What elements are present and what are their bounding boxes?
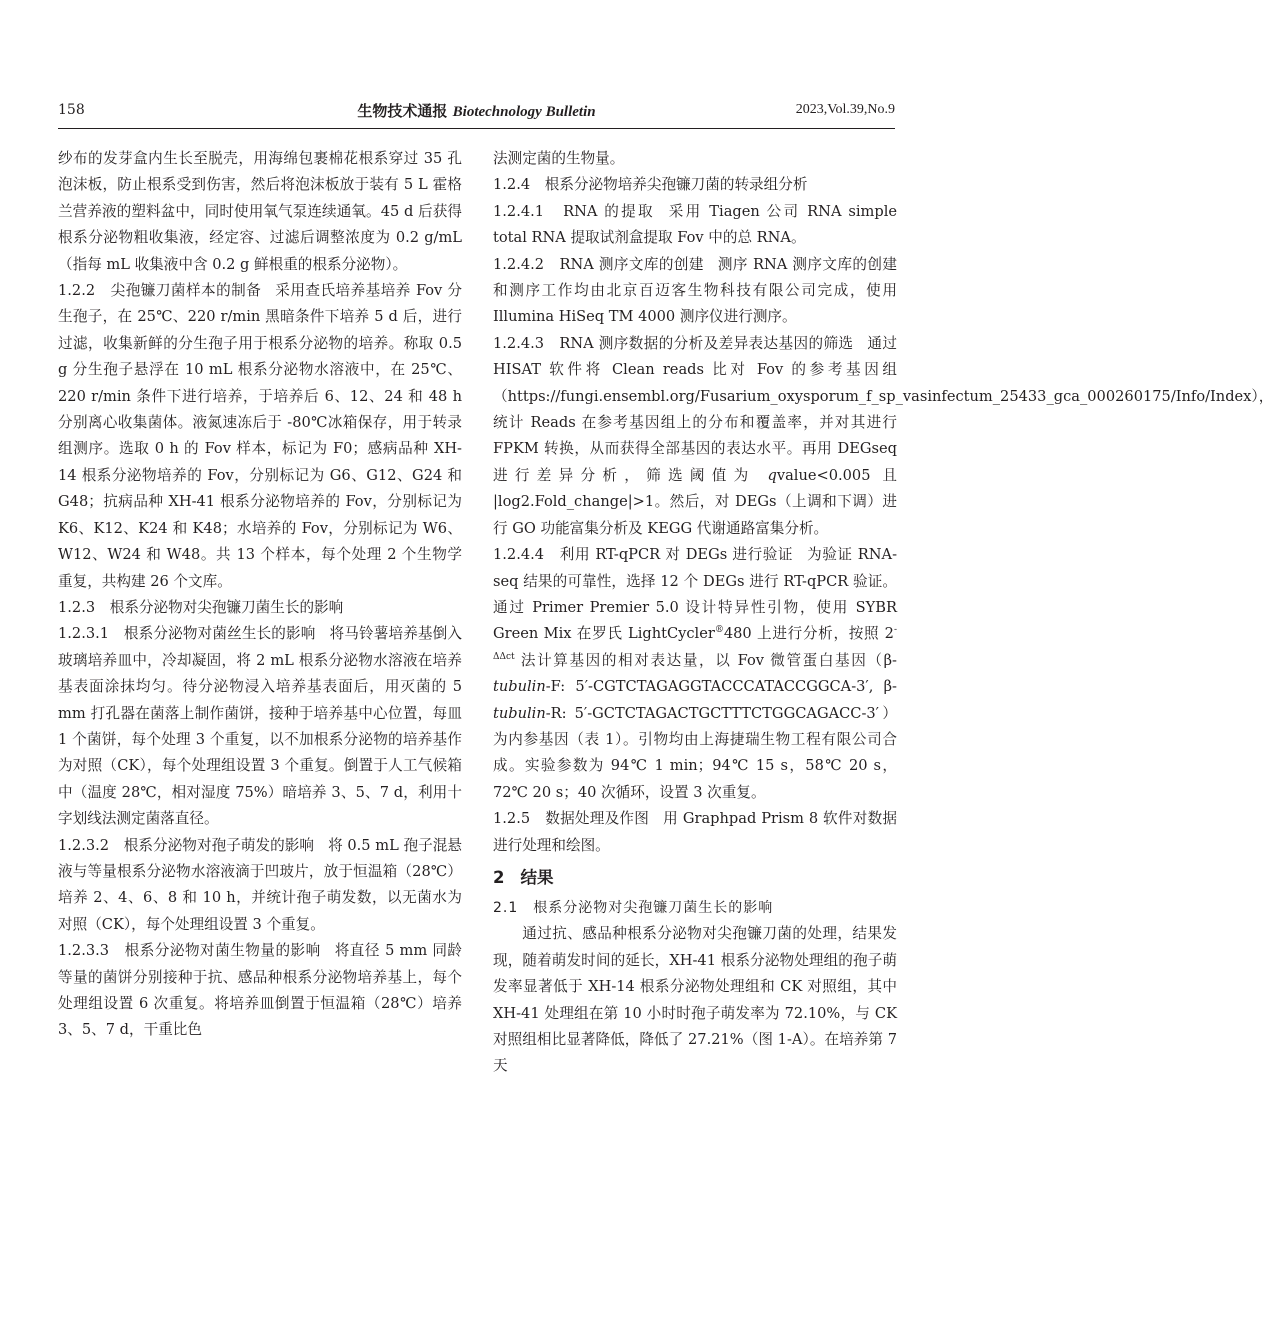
section-2-title: 结果: [520, 867, 554, 887]
qvalue-q: q: [767, 466, 777, 484]
section-1-2-4-3-text-a: 通过 HISAT 软件将 Clean reads 比对 Fov 的参考基因组（https://fungi.ensembl.org/Fusarium_oxysporum_f_sp_vasinfectum_25433_gca_000260175/Info/Index），统计 Reads 在参考基因组上的分布和覆盖率，并对其进行 FPKM 转换，从而获得全部基因的表达水平。再用 DEGseq 进行差异分析，筛选阈值为: [493, 334, 1273, 484]
section-1-2-3-1-heading: 1.2.3.1 根系分泌物对菌丝生长的影响: [58, 625, 316, 643]
paragraph-results-spore-germination: 通过抗、感品种根系分泌物对尖孢镰刀菌的处理，结果发现，随着萌发时间的延长，XH-41 根系分泌物处理组的孢子萌发率显著低于 XH-14 根系分泌物处理组和 CK 对照组，其中 XH-41 处理组在第 10 小时时孢子萌发率为 72.10%，与 CK 对照组相比显著降低，降低了 27.21%（图 1-A）。在培养第 7 天: [493, 925, 897, 1075]
section-1-2-3-3-text: 将直径 5 mm 同龄等量的菌饼分别接种于抗、感品种根系分泌物培养基上，每个处理组设置 6 次重复。将培养皿倒置于恒温箱（28℃）培养 3、5、7 d，干重比色: [58, 942, 462, 1039]
page-header: [58, 98, 895, 122]
section-1-2-4-4-text-c: 法计算基因的相对表达量，以 Fov 微管蛋白基因（β-: [514, 651, 897, 669]
section-1-2-3-1-text: 将马铃薯培养基倒入玻璃培养皿中，冷却凝固，将 2 mL 根系分泌物水溶液在培养基表面涂抹均匀。待分泌物浸入培养基表面后，用灭菌的 5 mm 打孔器在菌落上制作菌饼，接种于培养基中心位置，每皿 1 个菌饼，每个处理 3 个重复，以不加根系分泌物的培养基作为对照（CK），每个处理组设置 3 个重复。倒置于人工气候箱中（温度 28℃，相对湿度 75%）暗培养 3、5、7 d，利用十字划线法测定菌落直径。: [58, 625, 462, 828]
section-1-2-3-1: [58, 621, 462, 832]
section-1-2-4-4-heading: 1.2.4.4 利用 RT-qPCR 对 DEGs 进行验证: [493, 546, 794, 564]
section-1-2-4-2: [493, 252, 897, 331]
section-1-2-4-1-text: 采用 Tiagen 公司 RNA simple total RNA 提取试剂盒提取 Fov 中的总 RNA。: [493, 202, 897, 247]
section-1-2-4-4-text-d: -F: 5′-CGTCTAGAGGTACCCATACCGGCA-3′, β-: [545, 678, 897, 696]
page-number: 158: [58, 102, 85, 118]
section-1-2-4-2-text: 测序 RNA 测序文库的创建和测序工作均由北京百迈客生物科技有限公司完成，使用 Illumina HiSeq TM 4000 测序仪进行测序。: [493, 255, 898, 326]
section-1-2-2: [58, 278, 462, 595]
section-1-2-4-heading: 1.2.4 根系分泌物培养尖孢镰刀菌的转录组分析: [493, 176, 808, 194]
section-1-2-3-3-heading: 1.2.3.3 根系分泌物对菌生物量的影响: [58, 942, 321, 960]
section-1-2-4-4-text-a: 为验证 RNA-seq 结果的可靠性，选择 12 个 DEGs 进行 RT-qPCR 验证。通过 Primer Premier 5.0 设计特异性引物，使用 SYBR Green Mix 在罗氏 LightCycler: [493, 546, 897, 643]
section-1-2-3-heading: 1.2.3 根系分泌物对尖孢镰刀菌生长的影响: [58, 598, 344, 616]
registered-mark: ®: [714, 625, 724, 636]
section-1-2-3-2-heading: 1.2.3.2 根系分泌物对孢子萌发的影响: [58, 836, 315, 854]
section-2-number: 2: [493, 867, 505, 887]
gene-name-tubulin-r: tubulin: [493, 704, 546, 722]
journal-title-en: Biotechnology Bulletin: [452, 104, 596, 120]
section-1-2-4-1-heading: 1.2.4.1 RNA 的提取: [493, 202, 655, 220]
journal-title-cn: 生物技术通报: [357, 102, 448, 120]
section-1-2-3-2: [58, 833, 462, 939]
section-1-2-4-4-text-e: -R: 5′-GCTCTAGACTGCTTTCTGGCAGACC-3′）为内参基因（表 1）。引物均由上海捷瑞生物工程有限公司合成。实验参数为 94℃ 1 min；94℃ 15 s，58℃ 20 s，72℃ 20 s；40 次循环，设置 3 次重复。: [493, 704, 897, 801]
delta-delta-ct-exponent: -ΔΔct: [493, 625, 897, 662]
section-1-2-4-4: [493, 542, 897, 806]
section-1-2-5-heading: 1.2.5 数据处理及作图: [493, 810, 650, 828]
section-1-2-3-3: [58, 938, 462, 1044]
left-column: [58, 146, 462, 1044]
issue-info: 2023,Vol.39,No.9: [795, 102, 895, 117]
section-1-2-4-3-heading: 1.2.4.3 RNA 测序数据的分析及差异表达基因的筛选: [493, 334, 854, 352]
section-2-heading: [493, 861, 897, 895]
journal-title: [58, 100, 895, 121]
gene-name-tubulin-f: tubulin: [493, 678, 546, 696]
section-1-2-4-4-text-b: 480 上进行分析，按照 2: [723, 625, 894, 643]
section-1-2-5: [493, 806, 897, 859]
section-2-1-heading: 2.1 根系分泌物对尖孢镰刀菌生长的影响: [493, 899, 774, 916]
section-1-2-5-text: 用 Graphpad Prism 8 软件对数据进行处理和绘图。: [493, 810, 898, 854]
section-1-2-4-1: [493, 199, 897, 252]
paragraph-continuation: 法测定菌的生物量。: [493, 150, 625, 167]
section-1-2-3-2-text: 将 0.5 mL 孢子混悬液与等量根系分泌物水溶液滴于凹玻片，放于恒温箱（28℃）培养 2、4、6、8 和 10 h，并统计孢子萌发数，以无菌水为对照（CK），每个处理组设置 3 个重复。: [58, 836, 463, 933]
section-1-2-4-3: [493, 331, 1273, 542]
right-column: [493, 146, 1273, 1080]
header-rule: [58, 128, 895, 129]
section-1-2-4-2-heading: 1.2.4.2 RNA 测序文库的创建: [493, 255, 704, 273]
section-1-2-4-3-text-b: value<0.005 且 |log2.Fold_change|>1。然后，对 DEGs（上调和下调）进行 GO 功能富集分析及 KEGG 代谢通路富集分析。: [493, 466, 898, 537]
paragraph-root-exudate-collection: 纱布的发芽盒内生长至脱壳，用海绵包裹棉花根系穿过 35 孔泡沫板，防止根系受到伤害，然后将泡沫板放于装有 5 L 霍格兰营养液的塑料盆中，同时使用氧气泵连续通氧。45 d 后获得根系分泌物粗收集液，经定容、过滤后调整浓度为 0.2 g/mL（指每 mL 收集液中含 0.2 g 鲜根重的根系分泌物）。: [58, 150, 462, 273]
section-1-2-2-text: 采用查氏培养基培养 Fov 分生孢子，在 25℃、220 r/min 黑暗条件下培养 5 d 后，进行过滤，收集新鲜的分生孢子用于根系分泌物的培养。称取 0.5 g 分生孢子悬浮在 10 mL 根系分泌物水溶液中，在 25℃、220 r/min 条件下进行培养，于培养后 6、12、24 和 48 h 分别离心收集菌体。液氮速冻后于 -80℃冰箱保存，用于转录组测序。选取 0 h 的 Fov 样本，标记为 F0；感病品种 XH-14 根系分泌物培养的 Fov，分别标记为 G6、G12、G24 和 G48；抗病品种 XH-41 根系分泌物培养的 Fov，分别标记为 K6、K12、K24 和 K48；水培养的 Fov，分别标记为 W6、W12、W24 和 W48。共 13 个样本，每个处理 2 个生物学重复，共构建 26 个文库。: [58, 282, 462, 590]
section-1-2-2-heading: 1.2.2 尖孢镰刀菌样本的制备: [58, 282, 262, 300]
